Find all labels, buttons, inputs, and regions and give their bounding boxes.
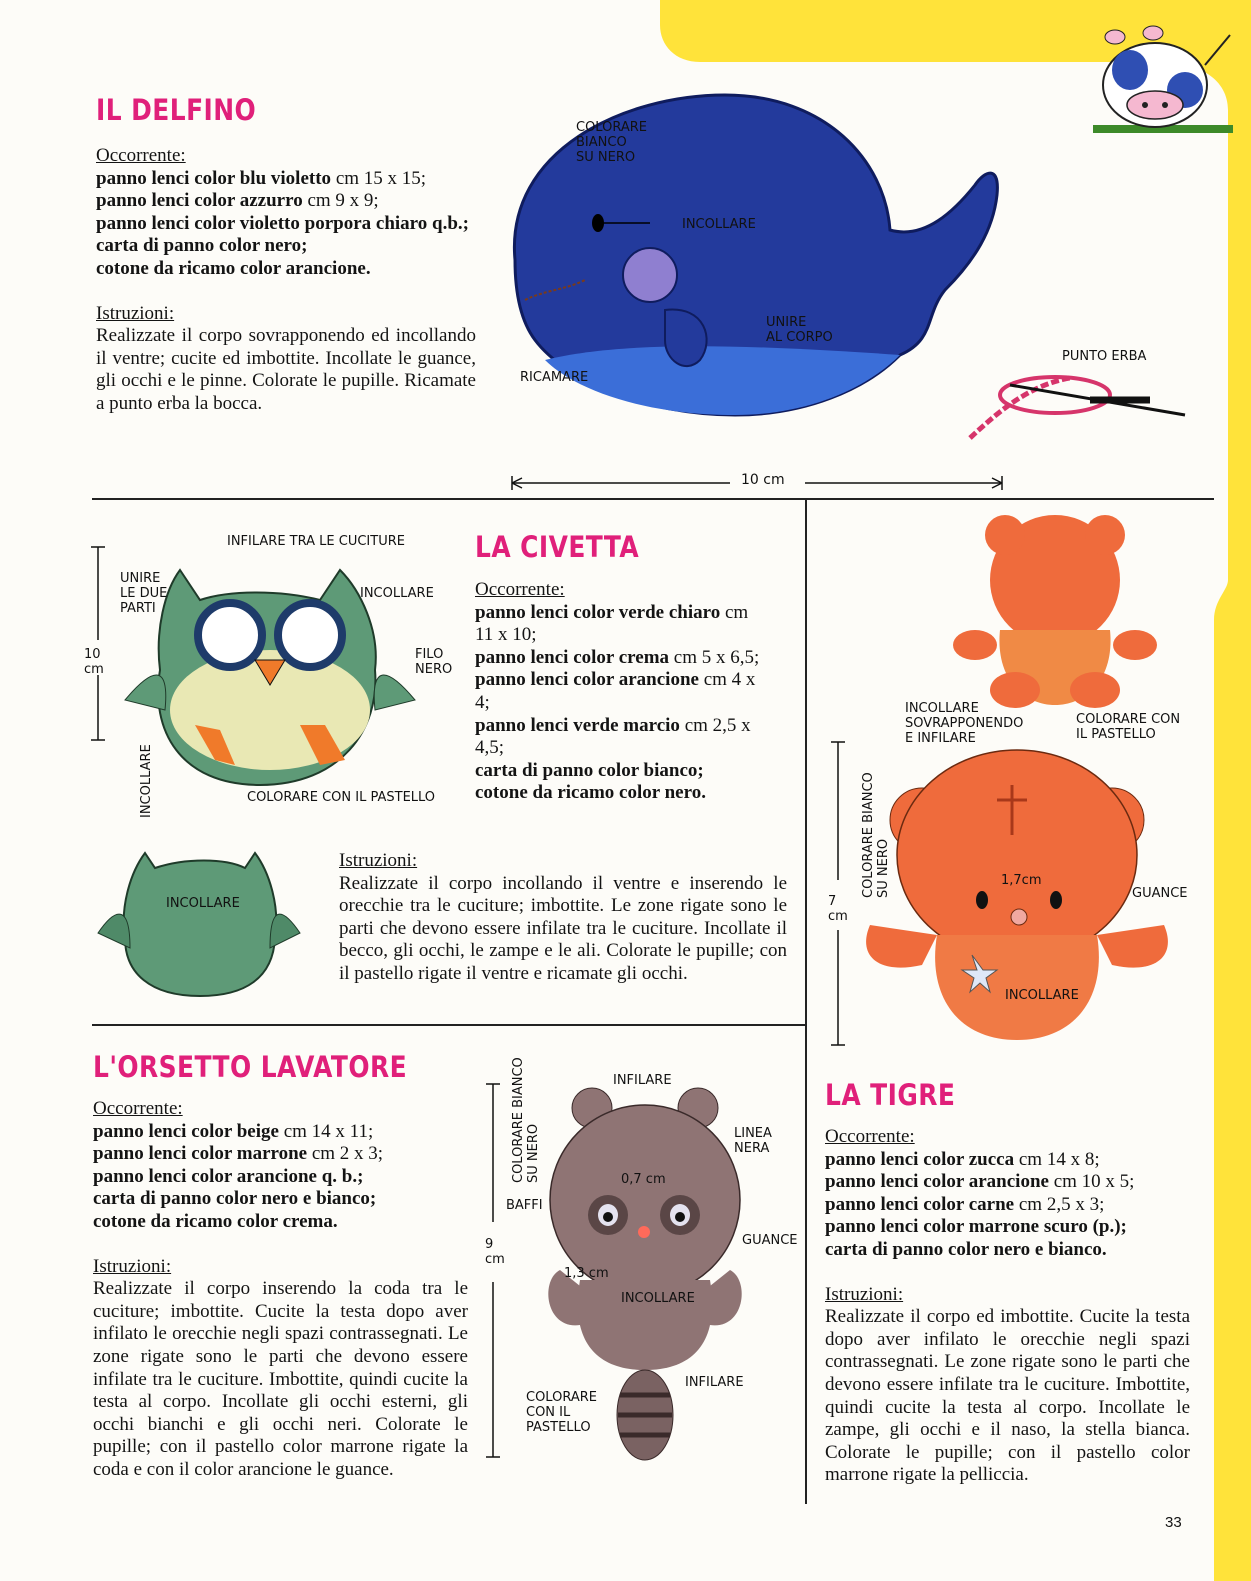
- needle-stitch-icon: [960, 360, 1190, 450]
- material-item: [93, 1143, 468, 1166]
- material-size: cm 4 x 4;: [475, 669, 756, 713]
- material-name: panno lenci verde marcio: [475, 714, 680, 736]
- tigre-label-dim-17: 1,7cm: [1001, 873, 1042, 888]
- tigre-label-incollare: INCOLLARE: [1005, 988, 1079, 1003]
- material-item: [96, 213, 476, 236]
- orsetto-materials: [93, 1121, 468, 1234]
- tigre-label-dim-7: 7 cm: [828, 894, 848, 924]
- material-name: panno lenci color crema: [475, 646, 670, 668]
- material-size: cm 2,5 x 3;: [1014, 1193, 1105, 1215]
- material-item: [475, 760, 765, 783]
- delfino-label-punto-erba: PUNTO ERBA: [1062, 349, 1147, 364]
- orsetto-label-colorare: COLORARE CON IL PASTELLO: [526, 1390, 597, 1435]
- civetta-label-incollare-back: INCOLLARE: [166, 896, 240, 911]
- orsetto-label-colorare-vertical: COLORARE BIANCO SU NERO: [511, 1057, 541, 1183]
- material-item: [475, 647, 765, 670]
- material-item: [475, 782, 765, 805]
- civetta-label-incollare-vertical: INCOLLARE: [139, 744, 154, 818]
- tigre-needs-heading: Occorrente:: [825, 1126, 915, 1147]
- delfino-text: [96, 145, 476, 416]
- material-name: cotone da ricamo color nero.: [475, 782, 706, 804]
- material-name: cotone da ricamo color arancione.: [96, 257, 371, 279]
- tigre-label-colorare: COLORARE CON IL PASTELLO: [1076, 712, 1181, 742]
- delfino-label-colorare: COLORARE BIANCO SU NERO: [576, 120, 647, 165]
- material-item: [825, 1239, 1190, 1262]
- material-size: cm 2,5 x 4,5;: [475, 714, 751, 759]
- delfino-materials: [96, 168, 476, 281]
- delfino-needs-heading: Occorrente:: [96, 145, 186, 166]
- orsetto-label-infilare-2: INFILARE: [685, 1375, 744, 1390]
- page-number: 33: [1165, 1514, 1182, 1531]
- material-name: panno lenci color carne: [825, 1193, 1015, 1215]
- material-item: [825, 1216, 1190, 1239]
- material-name: panno lenci color verde chiaro: [475, 601, 721, 623]
- delfino-title: IL DELFINO: [96, 93, 257, 127]
- delfino-label-unire: UNIRE AL CORPO: [766, 315, 833, 345]
- material-size: cm 10 x 5;: [1048, 1171, 1135, 1193]
- material-name: carta di panno color nero;: [96, 235, 308, 257]
- civetta-needs: [475, 579, 765, 805]
- material-name: carta di panno color nero e bianco;: [93, 1188, 377, 1210]
- tigre-label-colorare-vertical: COLORARE BIANCO SU NERO: [861, 772, 891, 898]
- material-item: [475, 715, 765, 760]
- material-name: carta di panno color nero e bianco.: [825, 1238, 1107, 1260]
- material-name: cotone da ricamo color crema.: [93, 1210, 338, 1232]
- divider-middle: [92, 1024, 805, 1026]
- material-size: cm 9 x 9;: [302, 190, 379, 212]
- orsetto-label-incollare: INCOLLARE: [621, 1291, 695, 1306]
- material-item: [825, 1194, 1190, 1217]
- tigre-instr-heading: Istruzioni:: [825, 1283, 904, 1305]
- material-name: panno lenci color marrone: [93, 1143, 308, 1165]
- material-name: panno lenci color zucca: [825, 1148, 1015, 1170]
- orsetto-label-guance: GUANCE: [742, 1233, 798, 1248]
- orsetto-instructions: Realizzate il corpo inserendo la coda tra le cuciture; imbottite. Cucite la testa dopo aver infilato le orecchie negli spazi contrassegnati. Le zone rigate sono le parti che devono essere infilate tra le cuciture. Imbottite, quindi cucite la testa al corpo. Incollate gli occhi esterni, gli occhi bianchi e gli occhi neri. Colorate le pupille; con il pastello color marrone rigate la coda e con il color arancione le guance.: [93, 1278, 468, 1480]
- material-size: cm 14 x 11;: [278, 1120, 374, 1142]
- orsetto-label-dim-9: 9 cm: [485, 1237, 505, 1267]
- material-item: [93, 1188, 468, 1211]
- delfino-label-incollare: INCOLLARE: [682, 217, 756, 232]
- delfino-instr-heading: Istruzioni:: [96, 302, 175, 324]
- material-item: [93, 1166, 468, 1189]
- civetta-instructions-block: [339, 850, 787, 986]
- material-name: panno lenci color azzurro: [96, 190, 303, 212]
- material-name: panno lenci color arancione: [825, 1171, 1049, 1193]
- civetta-instructions: Realizzate il corpo incollando il ventre e inserendo le orecchie tra le cuciture; imbottite. Le zone rigate sono le parti che devono essere infilate tra le cuciture. Incollate il becco, gli occhi, le zampe e le ali. Colorate le pupille; con il pastello rigate il ventre e ricamate gli occhi.: [339, 872, 787, 984]
- divider-top: [92, 498, 1214, 500]
- civetta-label-dimension: 10 cm: [84, 647, 104, 677]
- material-name: panno lenci color violetto porpora chiaro q.b.;: [96, 212, 469, 234]
- civetta-dimension-line: [88, 545, 108, 745]
- delfino-label-ricamare: RICAMARE: [520, 370, 589, 385]
- orsetto-needs-heading: Occorrente:: [93, 1098, 183, 1119]
- orsetto-label-linea: LINEA NERA: [734, 1126, 772, 1156]
- orsetto-label-dim-07: 0,7 cm: [621, 1172, 666, 1187]
- tigre-text: [825, 1126, 1190, 1487]
- orsetto-instr-heading: Istruzioni:: [93, 1255, 172, 1277]
- material-item: [93, 1121, 468, 1144]
- owl-back-illustration: [95, 838, 305, 998]
- civetta-label-colorare: COLORARE CON IL PASTELLO: [247, 790, 436, 805]
- delfino-dimension-label: 10 cm: [741, 472, 785, 488]
- orsetto-title: L'ORSETTO LAVATORE: [93, 1050, 408, 1084]
- material-item: [825, 1149, 1190, 1172]
- tigre-dimension-line: [828, 740, 848, 1050]
- material-item: [93, 1211, 468, 1234]
- tigre-title: LA TIGRE: [825, 1078, 956, 1112]
- orsetto-text: [93, 1098, 468, 1482]
- civetta-title: LA CIVETTA: [475, 530, 640, 564]
- tigre-instructions: Realizzate il corpo ed imbottite. Cucite la testa dopo aver infilato le orecchie negli spazi contrassegnati. Le zone rigate sono le parti che devono essere infilate tra le cuciture. Imbottite, quindi cucite la testa al corpo. Incollate le zampe, gli occhi e il naso, la stella bianca. Colorate le pupille; con il pastello color marrone rigate la pelliccia.: [825, 1306, 1190, 1486]
- material-size: cm 11 x 10;: [475, 601, 749, 646]
- material-size: cm 2 x 3;: [307, 1143, 384, 1165]
- civetta-label-incollare: INCOLLARE: [360, 586, 434, 601]
- material-size: cm 14 x 8;: [1014, 1148, 1100, 1170]
- material-item: [475, 602, 765, 647]
- material-name: carta di panno color bianco;: [475, 759, 704, 781]
- orsetto-label-baffi: BAFFI: [506, 1198, 543, 1213]
- material-name: panno lenci color marrone scuro (p.);: [825, 1216, 1127, 1238]
- tiger-back-illustration: [955, 510, 1155, 710]
- material-item: [96, 235, 476, 258]
- material-item: [475, 669, 765, 714]
- civetta-needs-heading: Occorrente:: [475, 579, 565, 600]
- material-item: [96, 190, 476, 213]
- tigre-label-guance: GUANCE: [1132, 886, 1188, 901]
- material-item: [96, 258, 476, 281]
- orsetto-label-dim-13: 1,3 cm: [564, 1266, 609, 1281]
- material-item: [825, 1171, 1190, 1194]
- divider-right-vertical: [805, 499, 807, 1504]
- civetta-materials: [475, 602, 765, 805]
- tigre-materials: [825, 1149, 1190, 1262]
- material-size: cm 5 x 6,5;: [669, 646, 760, 668]
- delfino-instructions: Realizzate il corpo sovrapponendo ed incollando il ventre; cucite ed imbottite. Incollate le guance, gli occhi e le pinne. Colorate le pupille. Ricamate a punto erba la bocca.: [96, 325, 476, 414]
- material-name: panno lenci color blu violetto: [96, 167, 332, 189]
- civetta-instr-heading: Istruzioni:: [339, 850, 418, 871]
- material-name: panno lenci color beige: [93, 1120, 279, 1142]
- orsetto-label-infilare: INFILARE: [613, 1073, 672, 1088]
- tigre-label-incollare-sovrapponendo: INCOLLARE SOVRAPPONENDO E INFILARE: [905, 701, 1024, 746]
- material-name: panno lenci color arancione: [475, 669, 699, 691]
- cow-mascot-icon: [1085, 25, 1235, 135]
- civetta-label-infilare: INFILARE TRA LE CUCITURE: [227, 534, 405, 549]
- orsetto-dimension-line: [483, 1082, 503, 1462]
- civetta-label-unire: UNIRE LE DUE PARTI: [120, 571, 168, 616]
- material-name: panno lenci color arancione q. b.;: [93, 1165, 364, 1187]
- material-size: cm 15 x 15;: [331, 167, 427, 189]
- material-item: [96, 168, 476, 191]
- civetta-label-filo: FILO NERO: [415, 647, 453, 677]
